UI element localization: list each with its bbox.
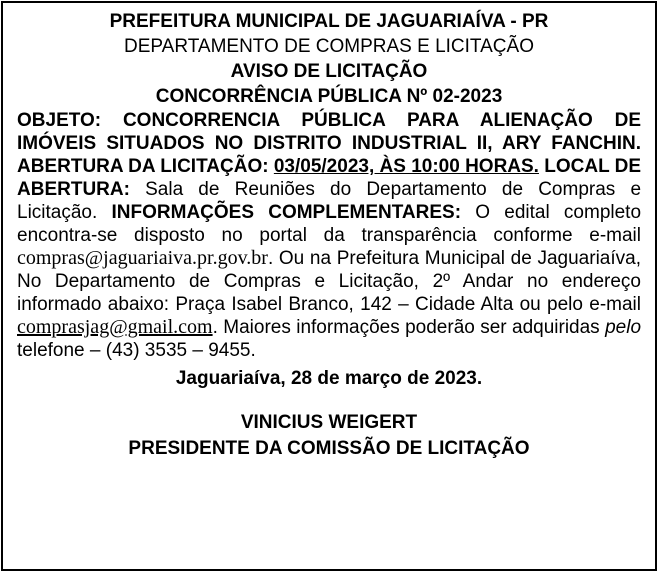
info-text-2: . Ou na Prefeitura Municipal de Jaguariaíva, No Departamento de Compras e Licitação, 2º Andar no endereço informado abaixo: Praça Isabel Branco, 142 – Cidade Alta ou pelo e-mail — [17, 248, 641, 315]
email-link-2[interactable]: comprasjag@gmail.com — [17, 316, 213, 338]
signature-block — [3, 410, 655, 462]
notice-body — [17, 109, 641, 362]
signer-role: PRESIDENTE DA COMISSÃO DE LICITAÇÃO — [128, 438, 530, 459]
info-label: INFORMAÇÕES COMPLEMENTARES: — [111, 202, 462, 223]
local-text: Sala de Reuniões do Departamento de Compras e Licitação. — [17, 179, 642, 223]
notice-frame — [1, 1, 657, 571]
place-date: Jaguariaíva, 28 de março de 2023. — [175, 368, 483, 389]
signer-name: VINICIUS WEIGERT — [240, 412, 418, 433]
objeto-text: OBJETO: CONCORRENCIA PÚBLICA PARA ALIENAÇÃO DE IMÓVEIS SITUADOS NO DISTRITO INDUSTRIAL II, ARY FANCHIN. ABERTURA DA LICITAÇÃO: — [17, 110, 641, 177]
info-text-4: telefone – (43) 3535 – 9455. — [17, 340, 256, 361]
info-text-1: O edital completo encontra-se disposto no portal da transparência conforme e-mail — [17, 202, 642, 246]
notice-title: AVISO DE LICITAÇÃO — [230, 61, 428, 82]
department-title: DEPARTAMENTO DE COMPRAS E LICITAÇÃO — [124, 36, 534, 57]
local-label: LOCAL DE ABERTURA: — [17, 156, 642, 200]
info-text-3: . Maiores informações poderão ser adquiridas — [212, 317, 600, 338]
process-number: CONCORRÊNCIA PÚBLICA Nº 02-2023 — [155, 86, 503, 107]
org-title: PREFEITURA MUNICIPAL DE JAGUARIAÍVA - PR — [109, 11, 549, 32]
email-link-1[interactable]: compras@jaguariaiva.pr.gov.br — [17, 247, 268, 269]
opening-date: 03/05/2023, ÀS 10:00 HORAS. — [273, 156, 539, 177]
pelo-text: pelo — [605, 317, 642, 338]
